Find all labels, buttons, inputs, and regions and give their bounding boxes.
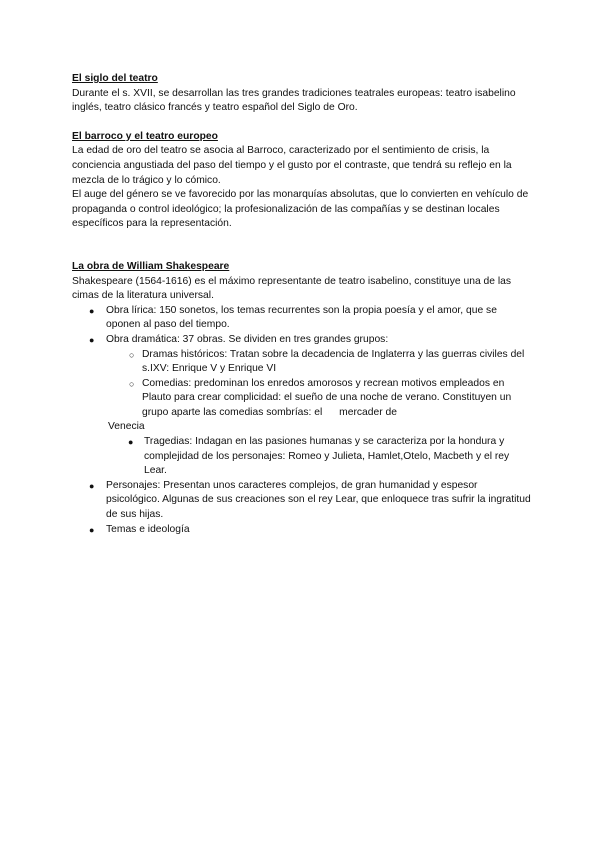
section-heading-siglo: El siglo del teatro xyxy=(72,73,158,84)
bullet-icon: ● xyxy=(89,524,95,535)
bullet-icon: ● xyxy=(128,437,134,448)
sub-list-item-dramas-historicos xyxy=(72,348,532,377)
list-item-obra-lirica xyxy=(72,304,532,333)
bullet-icon: ● xyxy=(89,334,95,345)
paragraph-barroco-2: El auge del género se ve favorecido por las monarquías absolutas, que lo convierten en vehículo de propaganda o control ideológico; la profesionalización de las compañías y se destinan locales específicos para la representación. xyxy=(72,189,529,230)
paragraph-shakespeare-intro: Shakespeare (1564-1616) es el máximo representante de teatro isabelino, constituye una de las cimas de la literatura universal. xyxy=(72,275,512,302)
sub-list-item-tragedias xyxy=(72,435,532,479)
bullet-icon: ● xyxy=(89,480,95,491)
list-item-text: Temas e ideología xyxy=(106,523,190,535)
wrapped-text-venecia: Venecia xyxy=(108,421,145,433)
list-item-text: Obra dramática: 37 obras. Se dividen en tres grandes grupos: xyxy=(106,333,389,345)
document-page xyxy=(72,72,532,537)
circle-bullet-icon: ○ xyxy=(129,378,135,389)
list-item-text: Comedias: predominan los enredos amorosos y recrean motivos empleados en Plauto para crear complicidad: el sueño de una noche de verano. Constituyen un grupo aparte las comedias sombrías: el xyxy=(142,377,512,418)
section-heading-shakespeare: La obra de William Shakespeare xyxy=(72,260,230,272)
circle-bullet-icon: ○ xyxy=(129,349,135,360)
list-item-obra-dramatica xyxy=(72,333,532,348)
section-heading-barroco: El barroco y el teatro europeo xyxy=(72,130,218,142)
bullet-icon: ● xyxy=(89,305,95,316)
list-item-text: Tragedias: Indagan en las pasiones humanas y se caracteriza por la hondura y complejidad de los personajes: Romeo y Julieta, Hamlet,Otelo, Macbeth y el rey Lear. xyxy=(144,436,510,477)
list-item-text-continuation: mercader de xyxy=(339,406,397,418)
sub-list-item-comedias xyxy=(72,377,532,421)
paragraph-siglo: Durante el s. XVII, se desarrollan las tres grandes tradiciones teatrales europeas: teatro isabelino inglés, teatro clásico francés y teatro español del Siglo de Oro. xyxy=(72,87,516,114)
list-item-text: Dramas históricos: Tratan sobre la decadencia de Inglaterra y las guerras civiles del s.IXV: Enrique V y Enrique VI xyxy=(142,348,525,375)
list-item-text: Obra lírica: 150 sonetos, los temas recurrentes son la propia poesía y el amor, que se oponen al paso del tiempo. xyxy=(106,304,497,331)
list-item-text: Personajes: Presentan unos caracteres complejos, de gran humanidad y espesor psicológico. Algunas de sus creaciones son el rey Lear, que enloquece tras sufrir la ingratitud de sus hijas. xyxy=(106,479,531,521)
list-item-personajes xyxy=(72,479,532,523)
paragraph-barroco-1: La edad de oro del teatro se asocia al Barroco, caracterizado por el sentimiento de crisis, la conciencia angustiada del paso del tiempo y el gusto por el contraste, que tendrá su reflejo en la mezcla de lo trágico y lo cómico. xyxy=(72,145,512,186)
list-item-temas xyxy=(72,523,532,538)
